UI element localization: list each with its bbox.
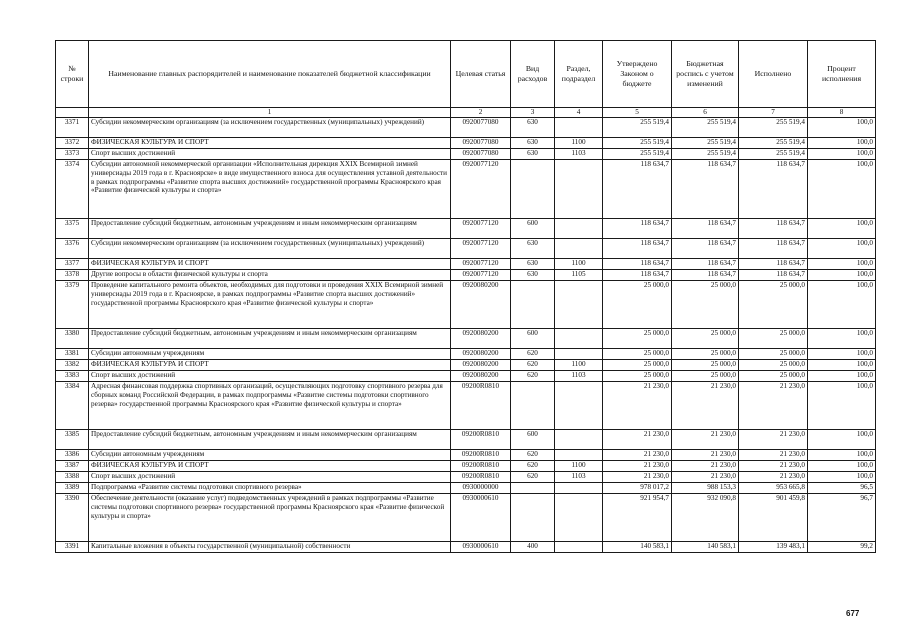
row-percent: 100,0 bbox=[808, 118, 876, 138]
table-row bbox=[56, 472, 876, 483]
row-section: 1105 bbox=[555, 270, 603, 281]
header-kind: Вид расходов bbox=[511, 41, 555, 108]
table-row bbox=[56, 270, 876, 281]
table-row bbox=[56, 349, 876, 360]
row-expense-kind bbox=[511, 494, 555, 542]
column-number: 8 bbox=[808, 108, 876, 118]
row-executed: 21 230,0 bbox=[739, 472, 808, 483]
row-approved: 255 519,4 bbox=[603, 149, 672, 160]
row-section bbox=[555, 239, 603, 259]
row-number: 3382 bbox=[56, 360, 89, 371]
row-budget-list: 118 634,7 bbox=[672, 219, 739, 239]
row-budget-list: 118 634,7 bbox=[672, 239, 739, 259]
table-row bbox=[56, 542, 876, 553]
table-row bbox=[56, 329, 876, 349]
page-number: 677 bbox=[846, 609, 860, 618]
row-percent: 100,0 bbox=[808, 371, 876, 382]
row-name: Субсидии некоммерческим организациям (за исключением государственных (муниципальных) учреждений) bbox=[89, 118, 451, 138]
table-row bbox=[56, 149, 876, 160]
table-row bbox=[56, 483, 876, 494]
row-executed: 118 634,7 bbox=[739, 270, 808, 281]
row-percent: 96,5 bbox=[808, 483, 876, 494]
column-number: 1 bbox=[89, 108, 451, 118]
budget-execution-table bbox=[55, 40, 876, 553]
row-executed: 118 634,7 bbox=[739, 239, 808, 259]
row-budget-list: 21 230,0 bbox=[672, 450, 739, 461]
header-approved: Утверждено Законом о бюджете bbox=[603, 41, 672, 108]
row-expense-kind: 600 bbox=[511, 329, 555, 349]
row-number: 3381 bbox=[56, 349, 89, 360]
row-approved: 21 230,0 bbox=[603, 450, 672, 461]
row-percent: 100,0 bbox=[808, 360, 876, 371]
row-number: 3379 bbox=[56, 281, 89, 329]
row-name: Предоставление субсидий бюджетным, автономным учреждениям и иным некоммерческим организациям bbox=[89, 219, 451, 239]
row-budget-list: 25 000,0 bbox=[672, 360, 739, 371]
column-number-row bbox=[56, 108, 876, 118]
row-executed: 21 230,0 bbox=[739, 430, 808, 450]
row-name: Адресная финансовая поддержка спортивных организаций, осуществляющих подготовку спортивного резерва для сборных команд Российской Федерации, в рамках подпрограммы «Развитие системы подготовки спортивного резерва» государственной программы Красноярского края «Развитие физической культуры и спорта» bbox=[89, 382, 451, 430]
header-name: Наименование главных распорядителей и наименование показателей бюджетной классификации bbox=[89, 41, 451, 108]
row-approved: 255 519,4 bbox=[603, 118, 672, 138]
row-budget-list: 21 230,0 bbox=[672, 472, 739, 483]
table-row bbox=[56, 259, 876, 270]
row-target-article: 0930000610 bbox=[451, 542, 511, 553]
table-row bbox=[56, 118, 876, 138]
row-name: Подпрограмма «Развитие системы подготовки спортивного резерва» bbox=[89, 483, 451, 494]
row-percent: 100,0 bbox=[808, 259, 876, 270]
column-number: 6 bbox=[672, 108, 739, 118]
row-section bbox=[555, 329, 603, 349]
row-target-article: 09200R0810 bbox=[451, 461, 511, 472]
row-executed: 21 230,0 bbox=[739, 382, 808, 430]
row-approved: 118 634,7 bbox=[603, 219, 672, 239]
row-executed: 953 665,8 bbox=[739, 483, 808, 494]
row-name: Предоставление субсидий бюджетным, автономным учреждениям и иным некоммерческим организациям bbox=[89, 430, 451, 450]
row-name: Субсидии автономной некоммерческой организации «Исполнительная дирекция XXIX Всемирной зимней универсиады 2019 года в г. Красноярске» в виде имущественного взноса для осуществления уставной деятельности в рамках подпрограммы «Развитие спорта высших достижений» государственной программы Красноярского края «Развитие физической культуры и спорта» bbox=[89, 160, 451, 219]
row-expense-kind: 630 bbox=[511, 118, 555, 138]
row-expense-kind bbox=[511, 483, 555, 494]
row-budget-list: 988 153,3 bbox=[672, 483, 739, 494]
row-executed: 255 519,4 bbox=[739, 149, 808, 160]
column-number: 4 bbox=[555, 108, 603, 118]
row-target-article: 0920077120 bbox=[451, 160, 511, 219]
row-name: ФИЗИЧЕСКАЯ КУЛЬТУРА И СПОРТ bbox=[89, 461, 451, 472]
row-approved: 978 017,2 bbox=[603, 483, 672, 494]
column-number: 3 bbox=[511, 108, 555, 118]
row-target-article: 0920077080 bbox=[451, 118, 511, 138]
row-budget-list: 21 230,0 bbox=[672, 382, 739, 430]
row-target-article: 0920080200 bbox=[451, 360, 511, 371]
row-target-article: 09200R0810 bbox=[451, 450, 511, 461]
column-number: 5 bbox=[603, 108, 672, 118]
row-executed: 118 634,7 bbox=[739, 219, 808, 239]
row-expense-kind: 620 bbox=[511, 461, 555, 472]
row-percent: 100,0 bbox=[808, 461, 876, 472]
row-executed: 118 634,7 bbox=[739, 160, 808, 219]
table-row bbox=[56, 360, 876, 371]
row-name: Субсидии некоммерческим организациям (за исключением государственных (муниципальных) учреждений) bbox=[89, 239, 451, 259]
row-budget-list: 255 519,4 bbox=[672, 149, 739, 160]
row-number: 3373 bbox=[56, 149, 89, 160]
row-executed: 901 459,8 bbox=[739, 494, 808, 542]
row-target-article: 0920077120 bbox=[451, 259, 511, 270]
row-approved: 25 000,0 bbox=[603, 371, 672, 382]
header-executed: Исполнено bbox=[739, 41, 808, 108]
row-expense-kind: 620 bbox=[511, 472, 555, 483]
row-number: 3389 bbox=[56, 483, 89, 494]
row-expense-kind: 400 bbox=[511, 542, 555, 553]
column-number: 2 bbox=[451, 108, 511, 118]
row-expense-kind: 600 bbox=[511, 430, 555, 450]
row-percent: 100,0 bbox=[808, 382, 876, 430]
row-name: ФИЗИЧЕСКАЯ КУЛЬТУРА И СПОРТ bbox=[89, 259, 451, 270]
row-approved: 25 000,0 bbox=[603, 329, 672, 349]
row-approved: 118 634,7 bbox=[603, 270, 672, 281]
row-percent: 100,0 bbox=[808, 270, 876, 281]
table-row bbox=[56, 450, 876, 461]
row-section: 1100 bbox=[555, 461, 603, 472]
row-expense-kind: 620 bbox=[511, 360, 555, 371]
row-number: 3380 bbox=[56, 329, 89, 349]
row-name: ФИЗИЧЕСКАЯ КУЛЬТУРА И СПОРТ bbox=[89, 360, 451, 371]
table-row bbox=[56, 138, 876, 149]
row-approved: 118 634,7 bbox=[603, 160, 672, 219]
row-section bbox=[555, 349, 603, 360]
row-number: 3390 bbox=[56, 494, 89, 542]
row-target-article: 09200R0810 bbox=[451, 382, 511, 430]
row-number: 3371 bbox=[56, 118, 89, 138]
row-budget-list: 932 090,8 bbox=[672, 494, 739, 542]
row-number: 3375 bbox=[56, 219, 89, 239]
row-percent: 100,0 bbox=[808, 138, 876, 149]
row-percent: 100,0 bbox=[808, 450, 876, 461]
header-percent: Процент исполнения bbox=[808, 41, 876, 108]
row-budget-list: 118 634,7 bbox=[672, 259, 739, 270]
row-percent: 100,0 bbox=[808, 219, 876, 239]
row-approved: 21 230,0 bbox=[603, 461, 672, 472]
row-executed: 139 483,1 bbox=[739, 542, 808, 553]
row-approved: 21 230,0 bbox=[603, 382, 672, 430]
row-target-article: 0920080200 bbox=[451, 371, 511, 382]
row-target-article: 0920077120 bbox=[451, 239, 511, 259]
table-row bbox=[56, 160, 876, 219]
header-budget: Бюджетная роспись с учетом изменений bbox=[672, 41, 739, 108]
row-section: 1103 bbox=[555, 371, 603, 382]
row-number: 3386 bbox=[56, 450, 89, 461]
row-number: 3385 bbox=[56, 430, 89, 450]
row-percent: 100,0 bbox=[808, 349, 876, 360]
row-expense-kind: 620 bbox=[511, 349, 555, 360]
row-expense-kind bbox=[511, 160, 555, 219]
row-executed: 21 230,0 bbox=[739, 450, 808, 461]
row-budget-list: 21 230,0 bbox=[672, 461, 739, 472]
row-expense-kind: 630 bbox=[511, 138, 555, 149]
row-number: 3383 bbox=[56, 371, 89, 382]
row-approved: 25 000,0 bbox=[603, 349, 672, 360]
row-approved: 21 230,0 bbox=[603, 430, 672, 450]
row-executed: 255 519,4 bbox=[739, 118, 808, 138]
row-name: Спорт высших достижений bbox=[89, 149, 451, 160]
row-number: 3388 bbox=[56, 472, 89, 483]
row-section bbox=[555, 483, 603, 494]
row-section: 1100 bbox=[555, 360, 603, 371]
row-budget-list: 140 583,1 bbox=[672, 542, 739, 553]
row-name: Спорт высших достижений bbox=[89, 472, 451, 483]
row-number: 3387 bbox=[56, 461, 89, 472]
row-target-article: 0920080200 bbox=[451, 329, 511, 349]
row-number: 3377 bbox=[56, 259, 89, 270]
row-target-article: 0920077120 bbox=[451, 270, 511, 281]
row-number: 3384 bbox=[56, 382, 89, 430]
row-executed: 25 000,0 bbox=[739, 281, 808, 329]
row-target-article: 0920077120 bbox=[451, 219, 511, 239]
row-section: 1103 bbox=[555, 149, 603, 160]
row-name: ФИЗИЧЕСКАЯ КУЛЬТУРА И СПОРТ bbox=[89, 138, 451, 149]
table-row bbox=[56, 219, 876, 239]
row-approved: 25 000,0 bbox=[603, 281, 672, 329]
row-percent: 100,0 bbox=[808, 160, 876, 219]
row-budget-list: 25 000,0 bbox=[672, 349, 739, 360]
row-section: 1100 bbox=[555, 138, 603, 149]
row-budget-list: 25 000,0 bbox=[672, 281, 739, 329]
row-budget-list: 118 634,7 bbox=[672, 160, 739, 219]
row-section bbox=[555, 450, 603, 461]
row-executed: 255 519,4 bbox=[739, 138, 808, 149]
row-name: Обеспечение деятельности (оказание услуг) подведомственных учреждений в рамках подпрограммы «Развитие системы подготовки спортивного резерва» государственной программы Красноярского края «Развитие физической культуры и спорта» bbox=[89, 494, 451, 542]
row-section: 1103 bbox=[555, 472, 603, 483]
row-budget-list: 25 000,0 bbox=[672, 329, 739, 349]
row-section bbox=[555, 430, 603, 450]
header-row bbox=[56, 41, 876, 108]
row-approved: 255 519,4 bbox=[603, 138, 672, 149]
row-percent: 100,0 bbox=[808, 430, 876, 450]
table-body bbox=[56, 118, 876, 553]
row-executed: 25 000,0 bbox=[739, 371, 808, 382]
row-percent: 100,0 bbox=[808, 281, 876, 329]
row-budget-list: 118 634,7 bbox=[672, 270, 739, 281]
row-expense-kind: 630 bbox=[511, 149, 555, 160]
header-target: Целевая статья bbox=[451, 41, 511, 108]
row-name: Другие вопросы в области физической культуры и спорта bbox=[89, 270, 451, 281]
row-executed: 118 634,7 bbox=[739, 259, 808, 270]
row-approved: 140 583,1 bbox=[603, 542, 672, 553]
row-target-article: 0920080200 bbox=[451, 281, 511, 329]
row-executed: 25 000,0 bbox=[739, 349, 808, 360]
row-name: Субсидии автономным учреждениям bbox=[89, 349, 451, 360]
row-name: Капитальные вложения в объекты государственной (муниципальной) собственности bbox=[89, 542, 451, 553]
row-percent: 100,0 bbox=[808, 149, 876, 160]
row-target-article: 0920080200 bbox=[451, 349, 511, 360]
table-row bbox=[56, 371, 876, 382]
row-name: Проведение капитального ремонта объектов, необходимых для подготовки и проведения XXIX Всемирной зимней универсиады 2019 года в г. Красноярске, в рамках подпрограммы «Развитие спорта высших достижений» государственной программы Красноярского края «Развитие физической культуры и спорта» bbox=[89, 281, 451, 329]
row-number: 3374 bbox=[56, 160, 89, 219]
row-executed: 25 000,0 bbox=[739, 329, 808, 349]
table-row bbox=[56, 461, 876, 472]
row-expense-kind bbox=[511, 281, 555, 329]
row-number: 3378 bbox=[56, 270, 89, 281]
row-percent: 99,2 bbox=[808, 542, 876, 553]
row-executed: 25 000,0 bbox=[739, 360, 808, 371]
row-section bbox=[555, 382, 603, 430]
row-expense-kind: 620 bbox=[511, 450, 555, 461]
header-row-no: № строки bbox=[56, 41, 89, 108]
budget-report-sheet bbox=[55, 40, 875, 553]
row-approved: 118 634,7 bbox=[603, 239, 672, 259]
header-section: Раздел, подраздел bbox=[555, 41, 603, 108]
row-section bbox=[555, 494, 603, 542]
row-percent: 96,7 bbox=[808, 494, 876, 542]
row-expense-kind: 620 bbox=[511, 371, 555, 382]
row-approved: 921 954,7 bbox=[603, 494, 672, 542]
table-row bbox=[56, 494, 876, 542]
row-approved: 21 230,0 bbox=[603, 472, 672, 483]
row-budget-list: 21 230,0 bbox=[672, 430, 739, 450]
table-row bbox=[56, 239, 876, 259]
row-number: 3391 bbox=[56, 542, 89, 553]
row-section: 1100 bbox=[555, 259, 603, 270]
row-percent: 100,0 bbox=[808, 472, 876, 483]
row-approved: 25 000,0 bbox=[603, 360, 672, 371]
column-number: 7 bbox=[739, 108, 808, 118]
row-expense-kind: 630 bbox=[511, 259, 555, 270]
row-target-article: 09200R0810 bbox=[451, 430, 511, 450]
row-section bbox=[555, 160, 603, 219]
row-target-article: 0930000000 bbox=[451, 483, 511, 494]
row-expense-kind: 630 bbox=[511, 270, 555, 281]
row-name: Предоставление субсидий бюджетным, автономным учреждениям и иным некоммерческим организациям bbox=[89, 329, 451, 349]
row-percent: 100,0 bbox=[808, 329, 876, 349]
row-expense-kind bbox=[511, 382, 555, 430]
row-budget-list: 25 000,0 bbox=[672, 371, 739, 382]
row-number: 3376 bbox=[56, 239, 89, 259]
table-row bbox=[56, 382, 876, 430]
row-target-article: 09200R0810 bbox=[451, 472, 511, 483]
row-expense-kind: 600 bbox=[511, 219, 555, 239]
table-row bbox=[56, 430, 876, 450]
table-row bbox=[56, 281, 876, 329]
row-target-article: 0930000610 bbox=[451, 494, 511, 542]
row-section bbox=[555, 118, 603, 138]
row-budget-list: 255 519,4 bbox=[672, 118, 739, 138]
row-number: 3372 bbox=[56, 138, 89, 149]
row-budget-list: 255 519,4 bbox=[672, 138, 739, 149]
row-target-article: 0920077080 bbox=[451, 149, 511, 160]
row-name: Субсидии автономным учреждениям bbox=[89, 450, 451, 461]
row-expense-kind: 630 bbox=[511, 239, 555, 259]
row-name: Спорт высших достижений bbox=[89, 371, 451, 382]
row-section bbox=[555, 281, 603, 329]
row-section bbox=[555, 219, 603, 239]
row-approved: 118 634,7 bbox=[603, 259, 672, 270]
row-section bbox=[555, 542, 603, 553]
row-executed: 21 230,0 bbox=[739, 461, 808, 472]
row-percent: 100,0 bbox=[808, 239, 876, 259]
row-target-article: 0920077080 bbox=[451, 138, 511, 149]
